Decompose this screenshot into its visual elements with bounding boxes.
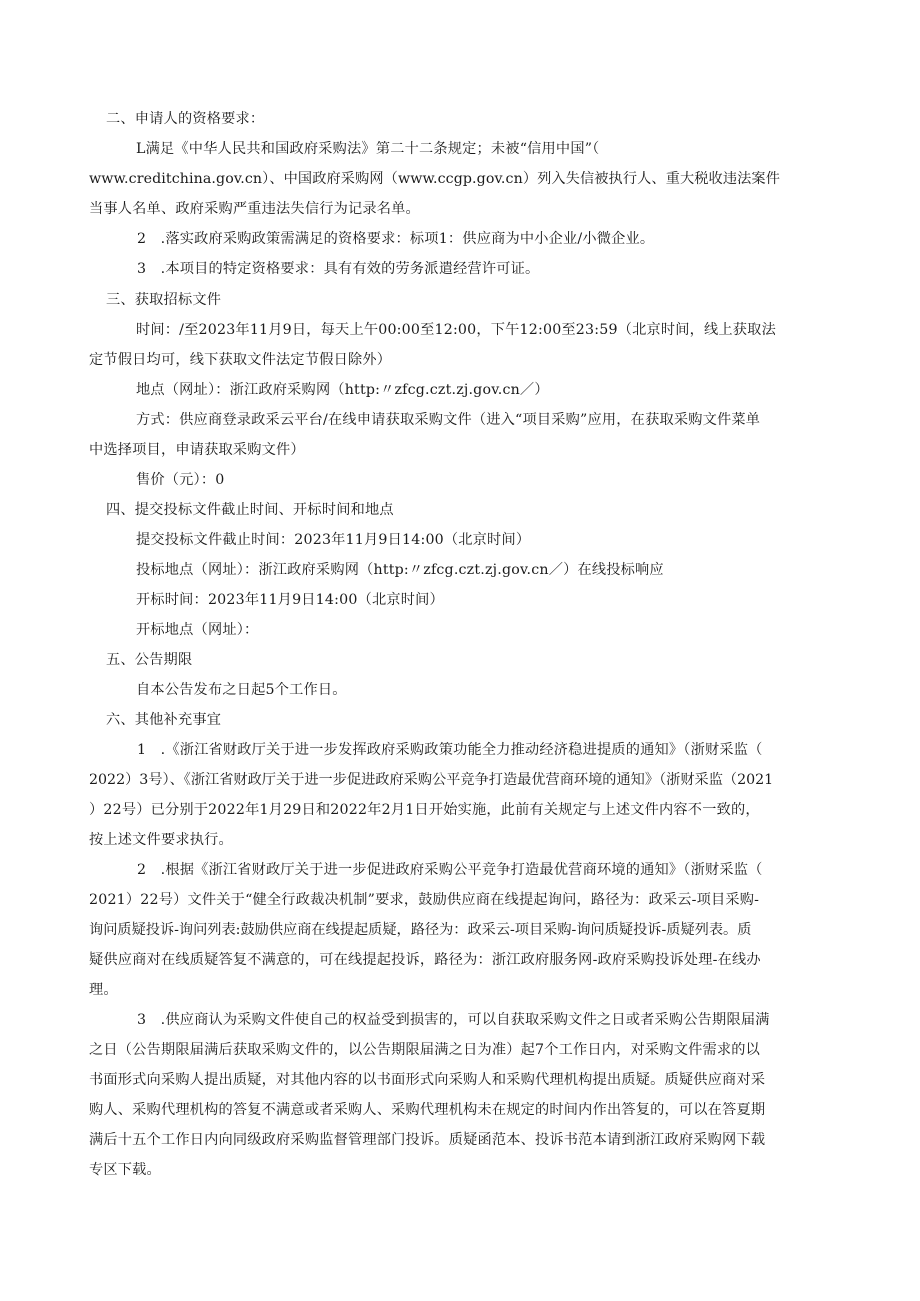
paragraph-line: 2022）3号）、《浙江省财政厅关于进一步促进政府采购公平竞争打造最优营商环境的通知》（浙财采监（2021: [89, 772, 774, 788]
paragraph-line: 2021）22号）文件关于“健全行政裁决机制”要求，鼓励供应商在线提起询问，路径为：政采云-项目采购-: [89, 892, 760, 908]
paragraph-line: 时间：/至2023年11月9日，每天上午00:00至12:00，下午12:00至23:59（北京时间，线上获取法: [136, 322, 776, 338]
paragraph-line: 3 .本项目的特定资格要求：具有有效的劳务派遣经营许可证。: [137, 261, 540, 277]
paragraph-line: 满后十五个工作日内向同级政府采购监督管理部门投诉。质疑函范本、投诉书范本请到浙江政府采购网下载: [89, 1132, 766, 1148]
paragraph-line: 地点（网址）：浙江政府采购网（http:〃zfcg.czt.zj.gov.cn／）: [136, 382, 549, 398]
paragraph-line: 提交投标文件截止时间：2023年11月9日14:00（北京时间）: [136, 532, 531, 548]
section-heading-qualifications: 二、申请人的资格要求：: [106, 111, 265, 127]
paragraph-line: ）22号）已分别于2022年1月29日和2022年2月1日开始实施，此前有关规定与上述文件内容不一致的，: [89, 802, 760, 818]
paragraph-line: 购人、采购代理机构的答复不满意或者采购人、采购代理机构未在规定的时间内作出答复的，可以在答夏期: [89, 1102, 766, 1118]
paragraph-line: 疑供应商对在线质疑答复不满意的，可在线提起投诉，路径为：浙江政府服务网-政府采购投诉处理-在线办: [89, 952, 761, 968]
paragraph-line: 2 .根据《浙江省财政厅关于进一步促进政府采购公平竞争打造最优营商环境的通知》（浙财采监（: [137, 862, 763, 878]
section-heading-notice-period: 五、公告期限: [106, 652, 193, 668]
paragraph-line: 中选择项目，申请获取采购文件）: [89, 442, 305, 458]
paragraph-line: www.creditchina.gov.cn）、中国政府采购网（www.ccgp.gov.cn）列入失信被执行人、重大税收违法案件: [89, 171, 780, 187]
section-heading-other-matters: 六、其他补充事宜: [106, 712, 222, 728]
paragraph-line: 2 .落实政府采购政策需满足的资格要求：标项1：供应商为中小企业/小微企业。: [137, 231, 655, 247]
paragraph-line: 书面形式向采购人提出质疑，对其他内容的以书面形式向采购人和采购代理机构提出质疑。质疑供应商对采: [89, 1072, 766, 1088]
paragraph-line: 售价（元）：0: [136, 472, 225, 488]
paragraph-line: 按上述文件要求执行。: [89, 832, 233, 848]
paragraph-line: 3 .供应商认为采购文件使自己的权益受到损害的，可以自获取采购文件之日或者采购公告期限届满: [137, 1012, 770, 1028]
paragraph-line: 专区下载。: [89, 1162, 161, 1178]
paragraph-line: 理。: [89, 982, 118, 998]
paragraph-line: 定节假日均可，线下获取文件法定节假日除外）: [89, 352, 392, 368]
paragraph-line: 开标时间：2023年11月9日14:00（北京时间）: [136, 592, 444, 608]
section-heading-deadline: 四、提交投标文件截止时间、开标时间和地点: [106, 502, 394, 518]
paragraph-line: 开标地点（网址）：: [136, 622, 259, 638]
paragraph-line: 1 .《浙江省财政厅关于进一步发挥政府采购政策功能全力推动经济稳进提质的通知》（浙财采监（: [137, 742, 763, 758]
paragraph-line: 方式：供应商登录政采云平台/在线申请获取采购文件（进入“项目采购”应用，在获取采购文件菜单: [136, 412, 761, 428]
paragraph-line: 询问质疑投诉-询问列表:鼓励供应商在线提起质疑，路径为：政采云-项目采购-询问质疑投诉-质疑列表。质: [89, 922, 752, 938]
paragraph-line: 当事人名单、政府采购严重违法失信行为记录名单。: [89, 201, 420, 217]
paragraph-line: 之日（公告期限届满后获取采购文件的，以公告期限届满之日为准）起7个工作日内，对采购文件需求的以: [89, 1042, 761, 1058]
paragraph-line: L满足《中华人民共和国政府采购法》第二十二条规定；未被“信用中国”（: [136, 141, 600, 157]
paragraph-line: 自本公告发布之日起5个工作日。: [136, 682, 347, 698]
section-heading-obtain-documents: 三、获取招标文件: [106, 292, 222, 308]
paragraph-line: 投标地点（网址）：浙江政府采购网（http:〃zfcg.czt.zj.gov.cn／）在线投标响应: [136, 562, 664, 578]
